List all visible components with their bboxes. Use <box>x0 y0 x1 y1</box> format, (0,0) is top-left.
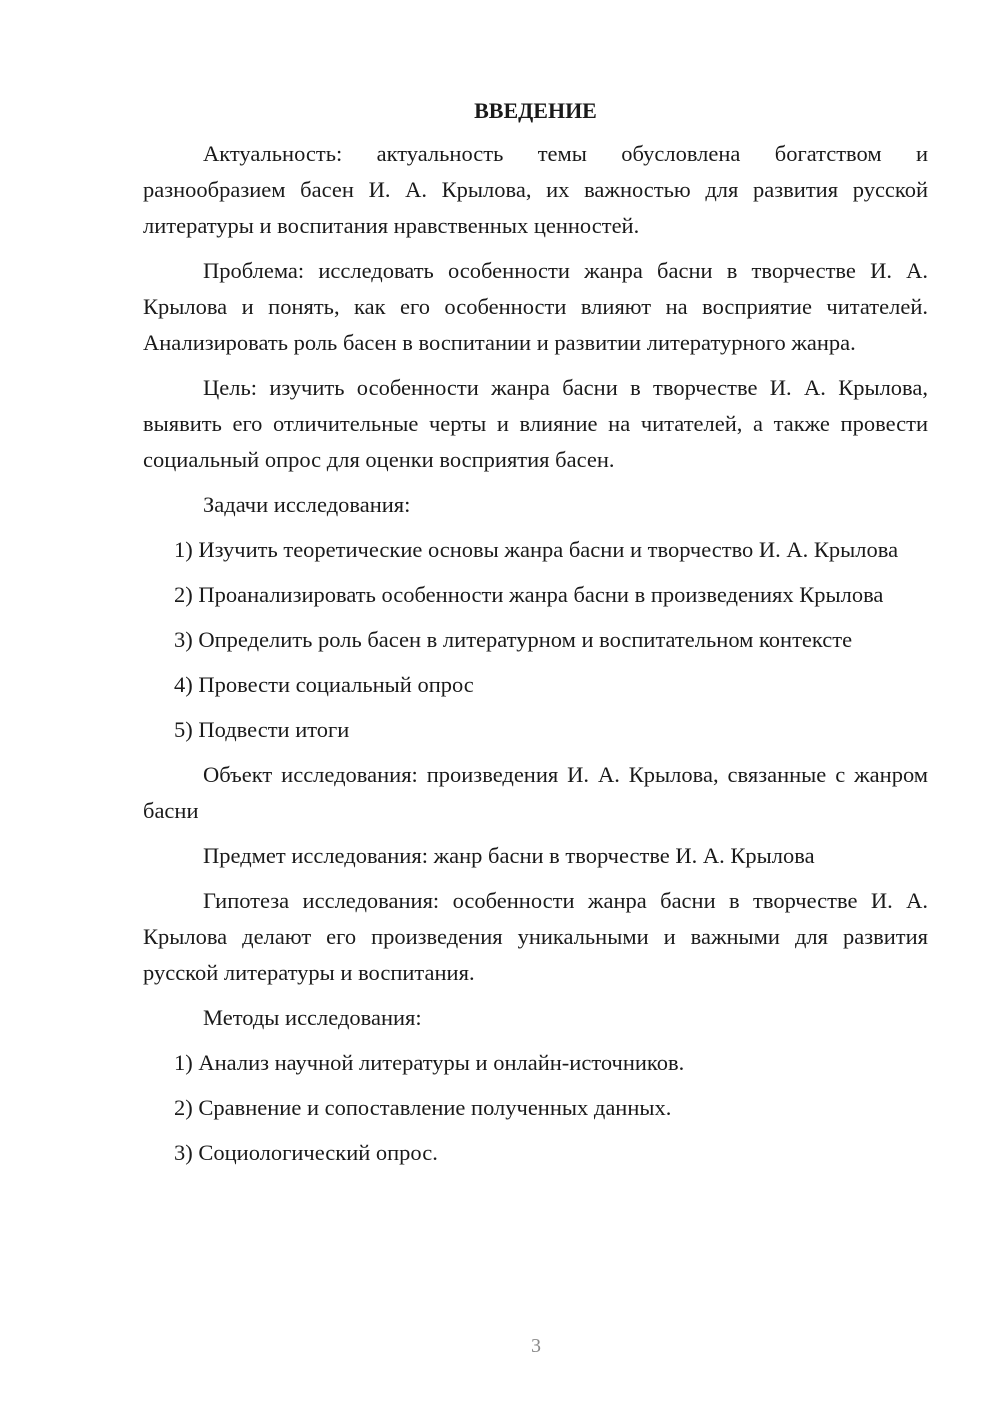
section-title: ВВЕДЕНИЕ <box>474 98 597 123</box>
page-content <box>143 96 928 1180</box>
paragraph-hypothesis: Гипотеза исследования: особенности жанра басни в творчестве И. А. Крылова делают его произведения уникальными и важными для развития русской литературы и воспитания. <box>143 888 928 985</box>
task-item: 5) Подвести итоги <box>174 717 350 742</box>
method-item: 1) Анализ научной литературы и онлайн-источников. <box>174 1050 685 1075</box>
paragraph-problem: Проблема: исследовать особенности жанра басни в творчестве И. А. Крылова и понять, как его особенности влияют на восприятие читателей. Анализировать роль басен в воспитании и развитии литературного жанра. <box>143 258 928 355</box>
paragraph-subject: Предмет исследования: жанр басни в творчестве И. А. Крылова <box>203 843 815 868</box>
task-item: 1) Изучить теоретические основы жанра басни и творчество И. А. Крылова <box>174 537 899 562</box>
paragraph-relevance: Актуальность: актуальность темы обусловлена богатством и разнообразием басен И. А. Крылова, их важностью для развития русской литературы и воспитания нравственных ценностей. <box>143 141 928 238</box>
methods-heading: Методы исследования: <box>203 1005 422 1030</box>
paragraph-object: Объект исследования: произведения И. А. Крылова, связанные с жанром басни <box>143 762 928 823</box>
method-item: 3) Социологический опрос. <box>174 1140 438 1165</box>
tasks-heading: Задачи исследования: <box>203 492 411 517</box>
method-item: 2) Сравнение и сопоставление полученных данных. <box>174 1095 672 1120</box>
task-item: 3) Определить роль басен в литературном и воспитательном контексте <box>174 627 853 652</box>
task-item: 2) Проанализировать особенности жанра басни в произведениях Крылова <box>174 582 884 607</box>
paragraph-goal: Цель: изучить особенности жанра басни в творчестве И. А. Крылова, выявить его отличительные черты и влияние на читателей, а также провести социальный опрос для оценки восприятия басен. <box>143 375 928 472</box>
task-item: 4) Провести социальный опрос <box>174 672 474 697</box>
page-number: 3 <box>531 1335 541 1357</box>
